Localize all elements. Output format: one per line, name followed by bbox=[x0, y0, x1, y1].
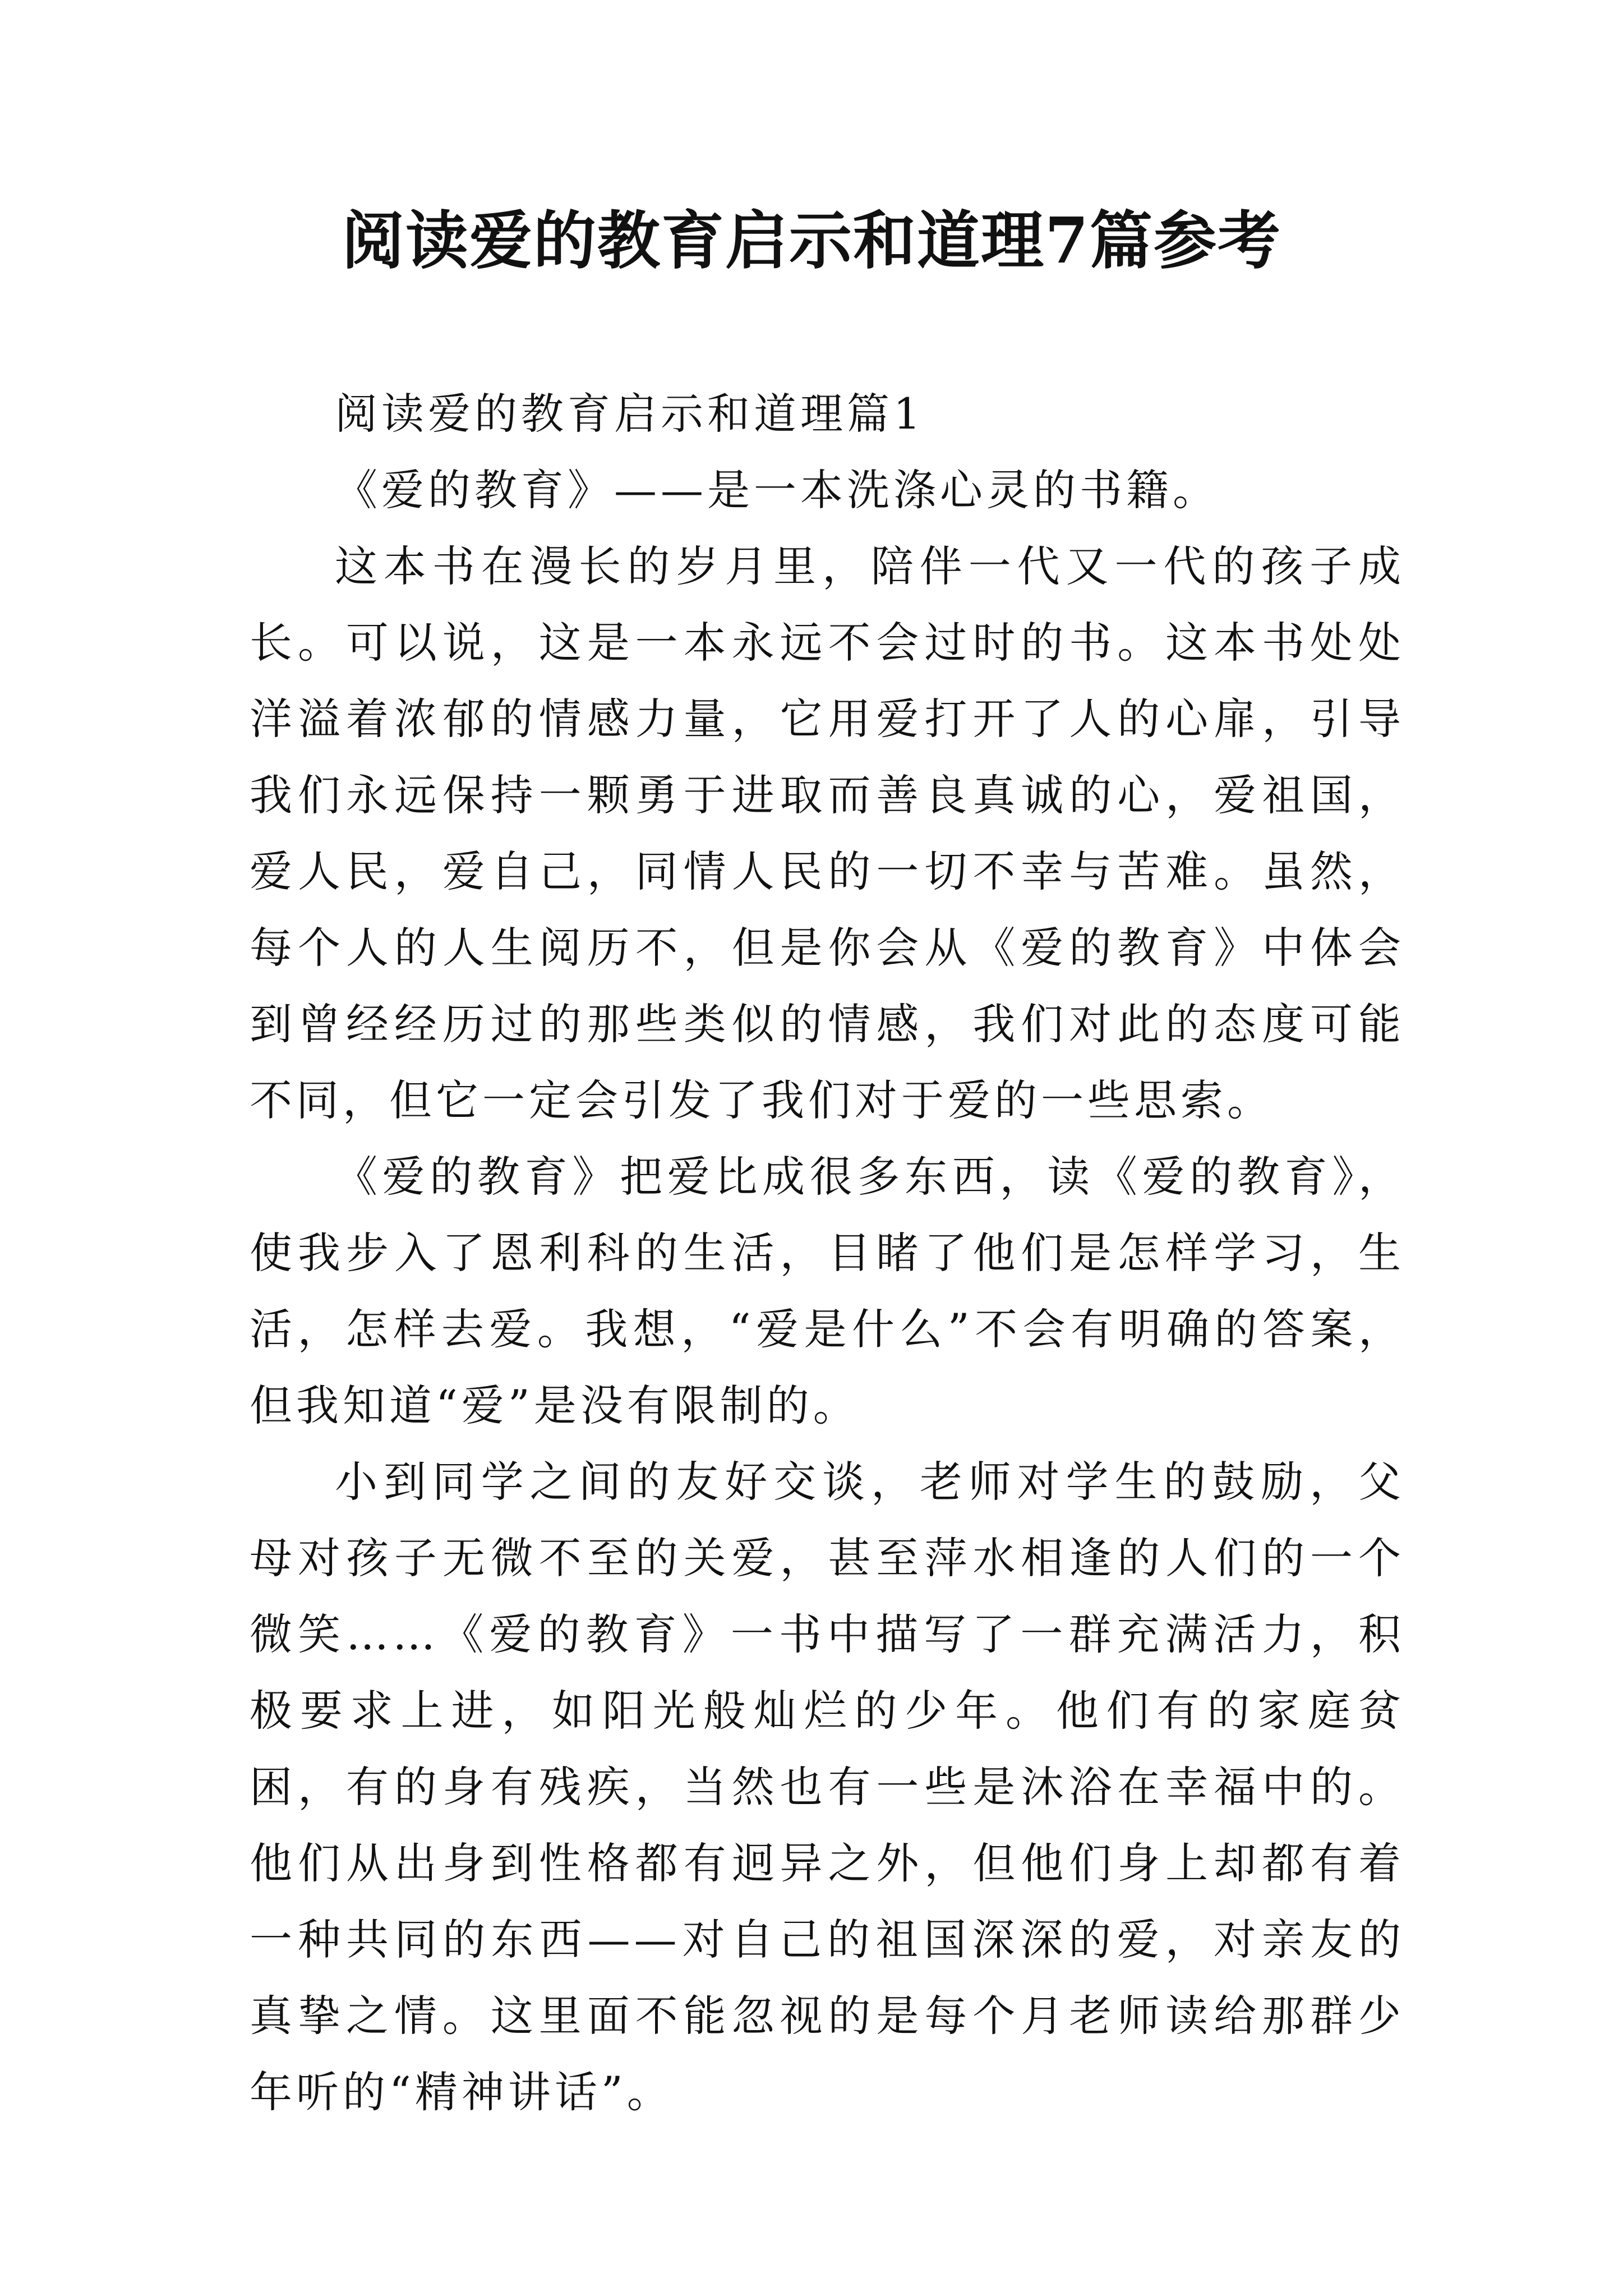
paragraph: 《爱的教育》——是一本洗涤心灵的书籍。 bbox=[335, 465, 1219, 515]
document-body bbox=[250, 376, 1405, 2131]
paragraph: 这本书在漫长的岁月里，陪伴一代又一代的孩子成长。可以说，这是一本永远不会过时的书。这本书处处洋溢着浓郁的情感力量，它用爱打开了人的心扉，引导我们永远保持一颗勇于进取而善良真诚的心，爱祖国，爱人民，爱自己，同情人民的一切不幸与苦难。虽然，每个人的人生阅历不，但是你会从《爱的教育》中体会到曾经经历过的那些类似的情感，我们对此的态度可能不同，但它一定会引发了我们对于爱的一些思索。 bbox=[250, 541, 1405, 1125]
document-title: 阅读爱的教育启示和道理7篇参考 bbox=[342, 204, 1281, 278]
section-heading: 阅读爱的教育启示和道理篇1 bbox=[335, 389, 925, 439]
paragraph: 小到同学之间的友好交谈，老师对学生的鼓励，父母对孩子无微不至的关爱，甚至萍水相逢的人们的一个微笑……《爱的教育》一书中描写了一群充满活力，积极要求上进，如阳光般灿烂的少年。他们有的家庭贫困，有的身有残疾，当然也有一些是沐浴在幸福中的。他们从出身到性格都有迥异之外，但他们身上却都有着一种共同的东西——对自己的祖国深深的爱，对亲友的真挚之情。这里面不能忽视的是每个月老师读给那群少年听的“精神讲话”。 bbox=[250, 1457, 1405, 2117]
paragraph: 《爱的教育》把爱比成很多东西，读《爱的教育》，使我步入了恩利科的生活，目睹了他们是怎样学习，生活，怎样去爱。我想，“爱是什么”不会有明确的答案，但我知道“爱”是没有限制的。 bbox=[250, 1152, 1405, 1430]
